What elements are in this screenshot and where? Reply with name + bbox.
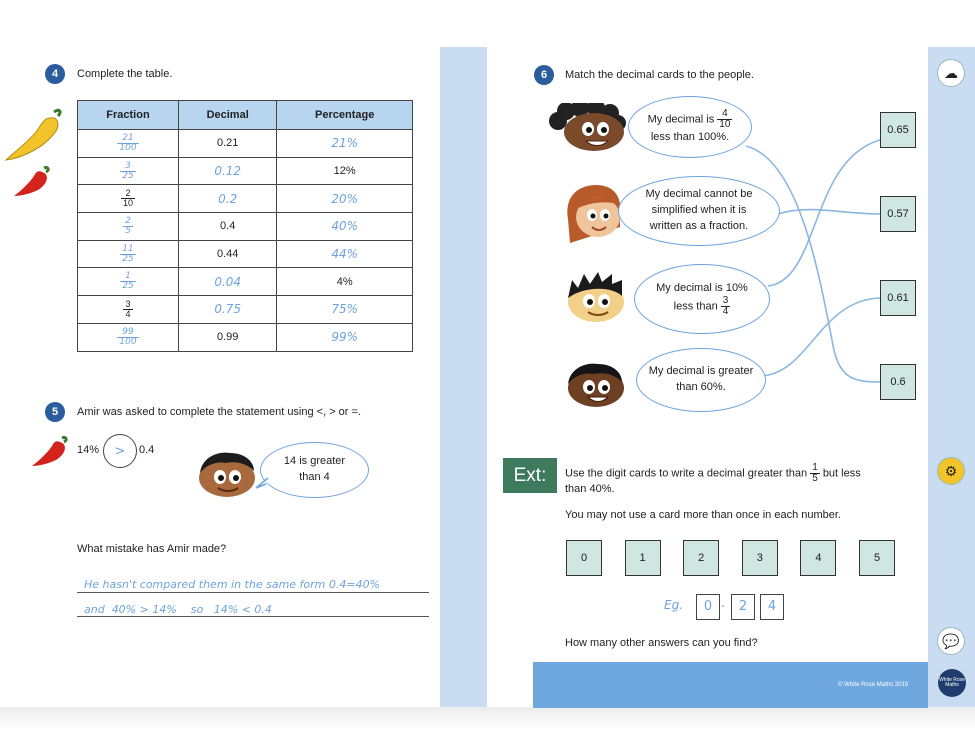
bubble-2-line-3: written as a fraction. <box>649 219 749 232</box>
decimal-cell[interactable] <box>178 213 276 241</box>
person-4-bubble <box>636 348 766 412</box>
decimal-cell[interactable] <box>178 323 276 351</box>
fraction-numerator: 3 <box>125 298 131 309</box>
fraction-numerator: 1 <box>125 271 131 282</box>
fraction-value <box>123 217 133 236</box>
decimal-value: 0.12 <box>214 164 242 179</box>
fraction-cell[interactable] <box>78 130 179 158</box>
question-5-prompt: Amir was asked to complete the statement using <, > or =. <box>77 406 362 418</box>
decimal-card-3[interactable]: 0.61 <box>880 280 916 316</box>
table-row <box>78 296 413 324</box>
percentage-cell[interactable] <box>277 130 413 158</box>
extension-prompt-post: but less <box>822 467 861 480</box>
bubble-2-line-1: My decimal cannot be <box>645 188 753 201</box>
question-6-number: 6 <box>534 65 554 85</box>
speech-line-1: 14 is greater <box>283 455 346 468</box>
fraction-numerator: 3 <box>722 295 729 307</box>
fraction-numerator: 2 <box>125 188 131 199</box>
matching-lines <box>740 100 885 400</box>
fraction-cell[interactable] <box>78 240 179 268</box>
cloud-icon[interactable]: ☁ <box>937 59 965 87</box>
white-rose-logo <box>938 669 966 697</box>
percentage-value: 75% <box>331 302 359 317</box>
fraction-denominator: 4 <box>125 308 131 319</box>
fraction-value <box>123 300 132 319</box>
fraction-value <box>121 189 135 208</box>
gear-robot-icon[interactable]: ⚙ <box>937 457 965 485</box>
fraction-denominator: 25 <box>122 281 134 292</box>
answer-rule-1 <box>77 592 429 593</box>
person-2-face <box>562 183 624 247</box>
statement-left: 14% <box>77 444 100 456</box>
percentage-value: 4% <box>336 275 353 288</box>
example-digit-3: 4 <box>760 594 784 620</box>
fraction-table <box>77 100 413 352</box>
person-1-bubble <box>628 96 752 158</box>
digit-card[interactable]: 4 <box>800 540 836 576</box>
decimal-cell[interactable] <box>178 185 276 213</box>
red-chilli-icon <box>12 164 52 200</box>
question-5-ask: What mistake has Amir made? <box>77 543 227 555</box>
question-5-number: 5 <box>45 402 65 422</box>
person-2-bubble <box>618 176 780 246</box>
bubble-2-line-2: simplified when it is <box>651 204 747 217</box>
fraction-denominator: 10 <box>719 118 731 130</box>
digit-card[interactable]: 0 <box>566 540 602 576</box>
fraction-denominator: 10 <box>122 198 133 209</box>
decimal-value: 0.44 <box>216 248 239 261</box>
answer-line-1: He hasn't compared them in the same form 0.4=40% <box>84 578 381 591</box>
fraction-denominator: 25 <box>122 253 134 264</box>
answer-rule-2 <box>77 616 429 617</box>
example-digit-1: 0 <box>696 594 720 620</box>
percentage-value: 99% <box>331 330 359 345</box>
percentage-cell[interactable] <box>277 213 413 241</box>
amir-face <box>196 449 258 499</box>
fraction-numerator: 3 <box>125 160 131 171</box>
extension-fraction <box>810 463 820 484</box>
table-header-row <box>78 101 413 130</box>
statement-symbol: > <box>114 444 126 459</box>
percentage-value: 20% <box>331 191 359 206</box>
fraction-cell[interactable] <box>78 185 179 213</box>
table-row <box>78 213 413 241</box>
decimal-card-1[interactable]: 0.65 <box>880 112 916 148</box>
right-sidebar <box>928 47 975 707</box>
answer-line-2: and 40% > 14% so 14% < 0.4 <box>84 603 272 616</box>
fraction-numerator: 21 <box>122 132 134 143</box>
fraction-cell[interactable] <box>78 268 179 296</box>
extension-prompt-line-2: than 40%. <box>565 483 615 495</box>
extension-badge: Ext: <box>503 458 557 493</box>
percentage-value: 40% <box>331 219 359 234</box>
fraction-denominator: 25 <box>122 170 134 181</box>
decimal-value: 0.99 <box>216 331 239 344</box>
example-digit-2: 2 <box>731 594 755 620</box>
decimal-card-4[interactable]: 0.6 <box>880 364 916 400</box>
question-4-number: 4 <box>45 64 65 84</box>
header-decimal: Decimal <box>178 101 276 130</box>
fraction-denominator: 5 <box>812 473 818 484</box>
digit-card[interactable]: 2 <box>683 540 719 576</box>
fraction-cell[interactable] <box>78 323 179 351</box>
table-row <box>78 323 413 351</box>
extension-prompt-pre: Use the digit cards to write a decimal greater than <box>565 467 808 480</box>
extension-rule: You may not use a card more than once in each number. <box>565 509 841 521</box>
percentage-value: 12% <box>333 165 356 178</box>
table-row <box>78 130 413 158</box>
table-row <box>78 240 413 268</box>
percentage-cell[interactable] <box>277 157 413 185</box>
header-fraction: Fraction <box>78 101 179 130</box>
person-3-face <box>564 270 626 324</box>
bubble-1-pre: My decimal is <box>647 112 715 125</box>
bubble-3-post: less than <box>673 300 718 313</box>
percentage-cell[interactable] <box>277 268 413 296</box>
speech-bubble-icon[interactable]: 💬 <box>937 627 965 655</box>
fraction-denominator: 100 <box>119 336 137 347</box>
fraction-value <box>120 272 135 291</box>
fraction-denominator: 100 <box>119 142 137 153</box>
decimal-value: 0.04 <box>214 274 242 289</box>
fraction-numerator: 1 <box>812 462 818 473</box>
digit-card[interactable]: 1 <box>625 540 661 576</box>
amir-speech-bubble <box>260 442 369 498</box>
decimal-value: 0.4 <box>220 220 236 233</box>
yellow-chilli-icon <box>2 106 64 164</box>
bubble-tail <box>254 476 270 490</box>
decimal-value: 0.75 <box>214 302 242 317</box>
example-point: . <box>721 596 726 611</box>
percentage-value: 44% <box>331 247 359 262</box>
percentage-cell[interactable] <box>277 185 413 213</box>
bubble-4-line-2: than 60%. <box>676 381 726 393</box>
bottom-shadow <box>0 707 975 731</box>
decimal-cell[interactable] <box>178 157 276 185</box>
logo-text: White Rose Maths <box>939 676 965 688</box>
table-row <box>78 268 413 296</box>
fraction-cell[interactable] <box>78 296 179 324</box>
decimal-cell[interactable] <box>178 296 276 324</box>
decimal-value: 0.2 <box>218 191 238 206</box>
red-chilli-icon <box>30 434 70 470</box>
extension-prompt <box>565 463 861 484</box>
fraction-denominator: 4 <box>722 306 729 318</box>
example-label: Eg. <box>664 598 684 612</box>
person-1-face <box>546 103 630 155</box>
digit-card[interactable]: 3 <box>742 540 778 576</box>
fraction-value <box>120 245 135 264</box>
table-row <box>78 185 413 213</box>
percentage-cell[interactable] <box>277 240 413 268</box>
decimal-card-2[interactable]: 0.57 <box>880 196 916 232</box>
bubble-4-line-1: My decimal is greater <box>648 365 754 378</box>
fraction-numerator: 2 <box>125 215 131 226</box>
bubble-3-pre: My decimal is 10% <box>656 281 748 294</box>
fraction-cell[interactable] <box>78 213 179 241</box>
bubble-1-fraction <box>717 109 732 130</box>
statement-symbol-circle <box>103 434 137 468</box>
fraction-value <box>117 328 138 347</box>
decimal-cell[interactable] <box>178 268 276 296</box>
fraction-numerator: 11 <box>122 243 134 254</box>
person-4-face <box>564 360 626 410</box>
question-6-prompt: Match the decimal cards to the people. <box>565 69 754 81</box>
decimal-cell[interactable] <box>178 240 276 268</box>
bubble-1-post: less than 100%. <box>650 130 730 143</box>
fraction-denominator: 5 <box>125 225 131 236</box>
percentage-value: 21% <box>331 136 359 151</box>
fraction-value <box>120 162 135 181</box>
extension-final-question: How many other answers can you find? <box>565 637 758 649</box>
fraction-value <box>117 134 138 153</box>
digit-card[interactable]: 5 <box>859 540 895 576</box>
statement-right: 0.4 <box>139 444 155 456</box>
bubble-3-fraction <box>721 296 731 317</box>
fraction-cell[interactable] <box>78 157 179 185</box>
fraction-numerator: 99 <box>122 326 134 337</box>
percentage-cell[interactable] <box>277 296 413 324</box>
decimal-value: 0.21 <box>216 137 239 150</box>
page-gutter <box>440 47 487 707</box>
footer-copyright: © White Rose Maths 2019 <box>838 682 909 688</box>
person-3-bubble <box>634 264 770 334</box>
speech-line-2: than 4 <box>299 471 330 483</box>
percentage-cell[interactable] <box>277 323 413 351</box>
question-4-prompt: Complete the table. <box>77 68 173 80</box>
header-percentage: Percentage <box>277 101 413 130</box>
decimal-cell[interactable] <box>178 130 276 158</box>
fraction-numerator: 4 <box>722 107 728 119</box>
table-row <box>78 157 413 185</box>
